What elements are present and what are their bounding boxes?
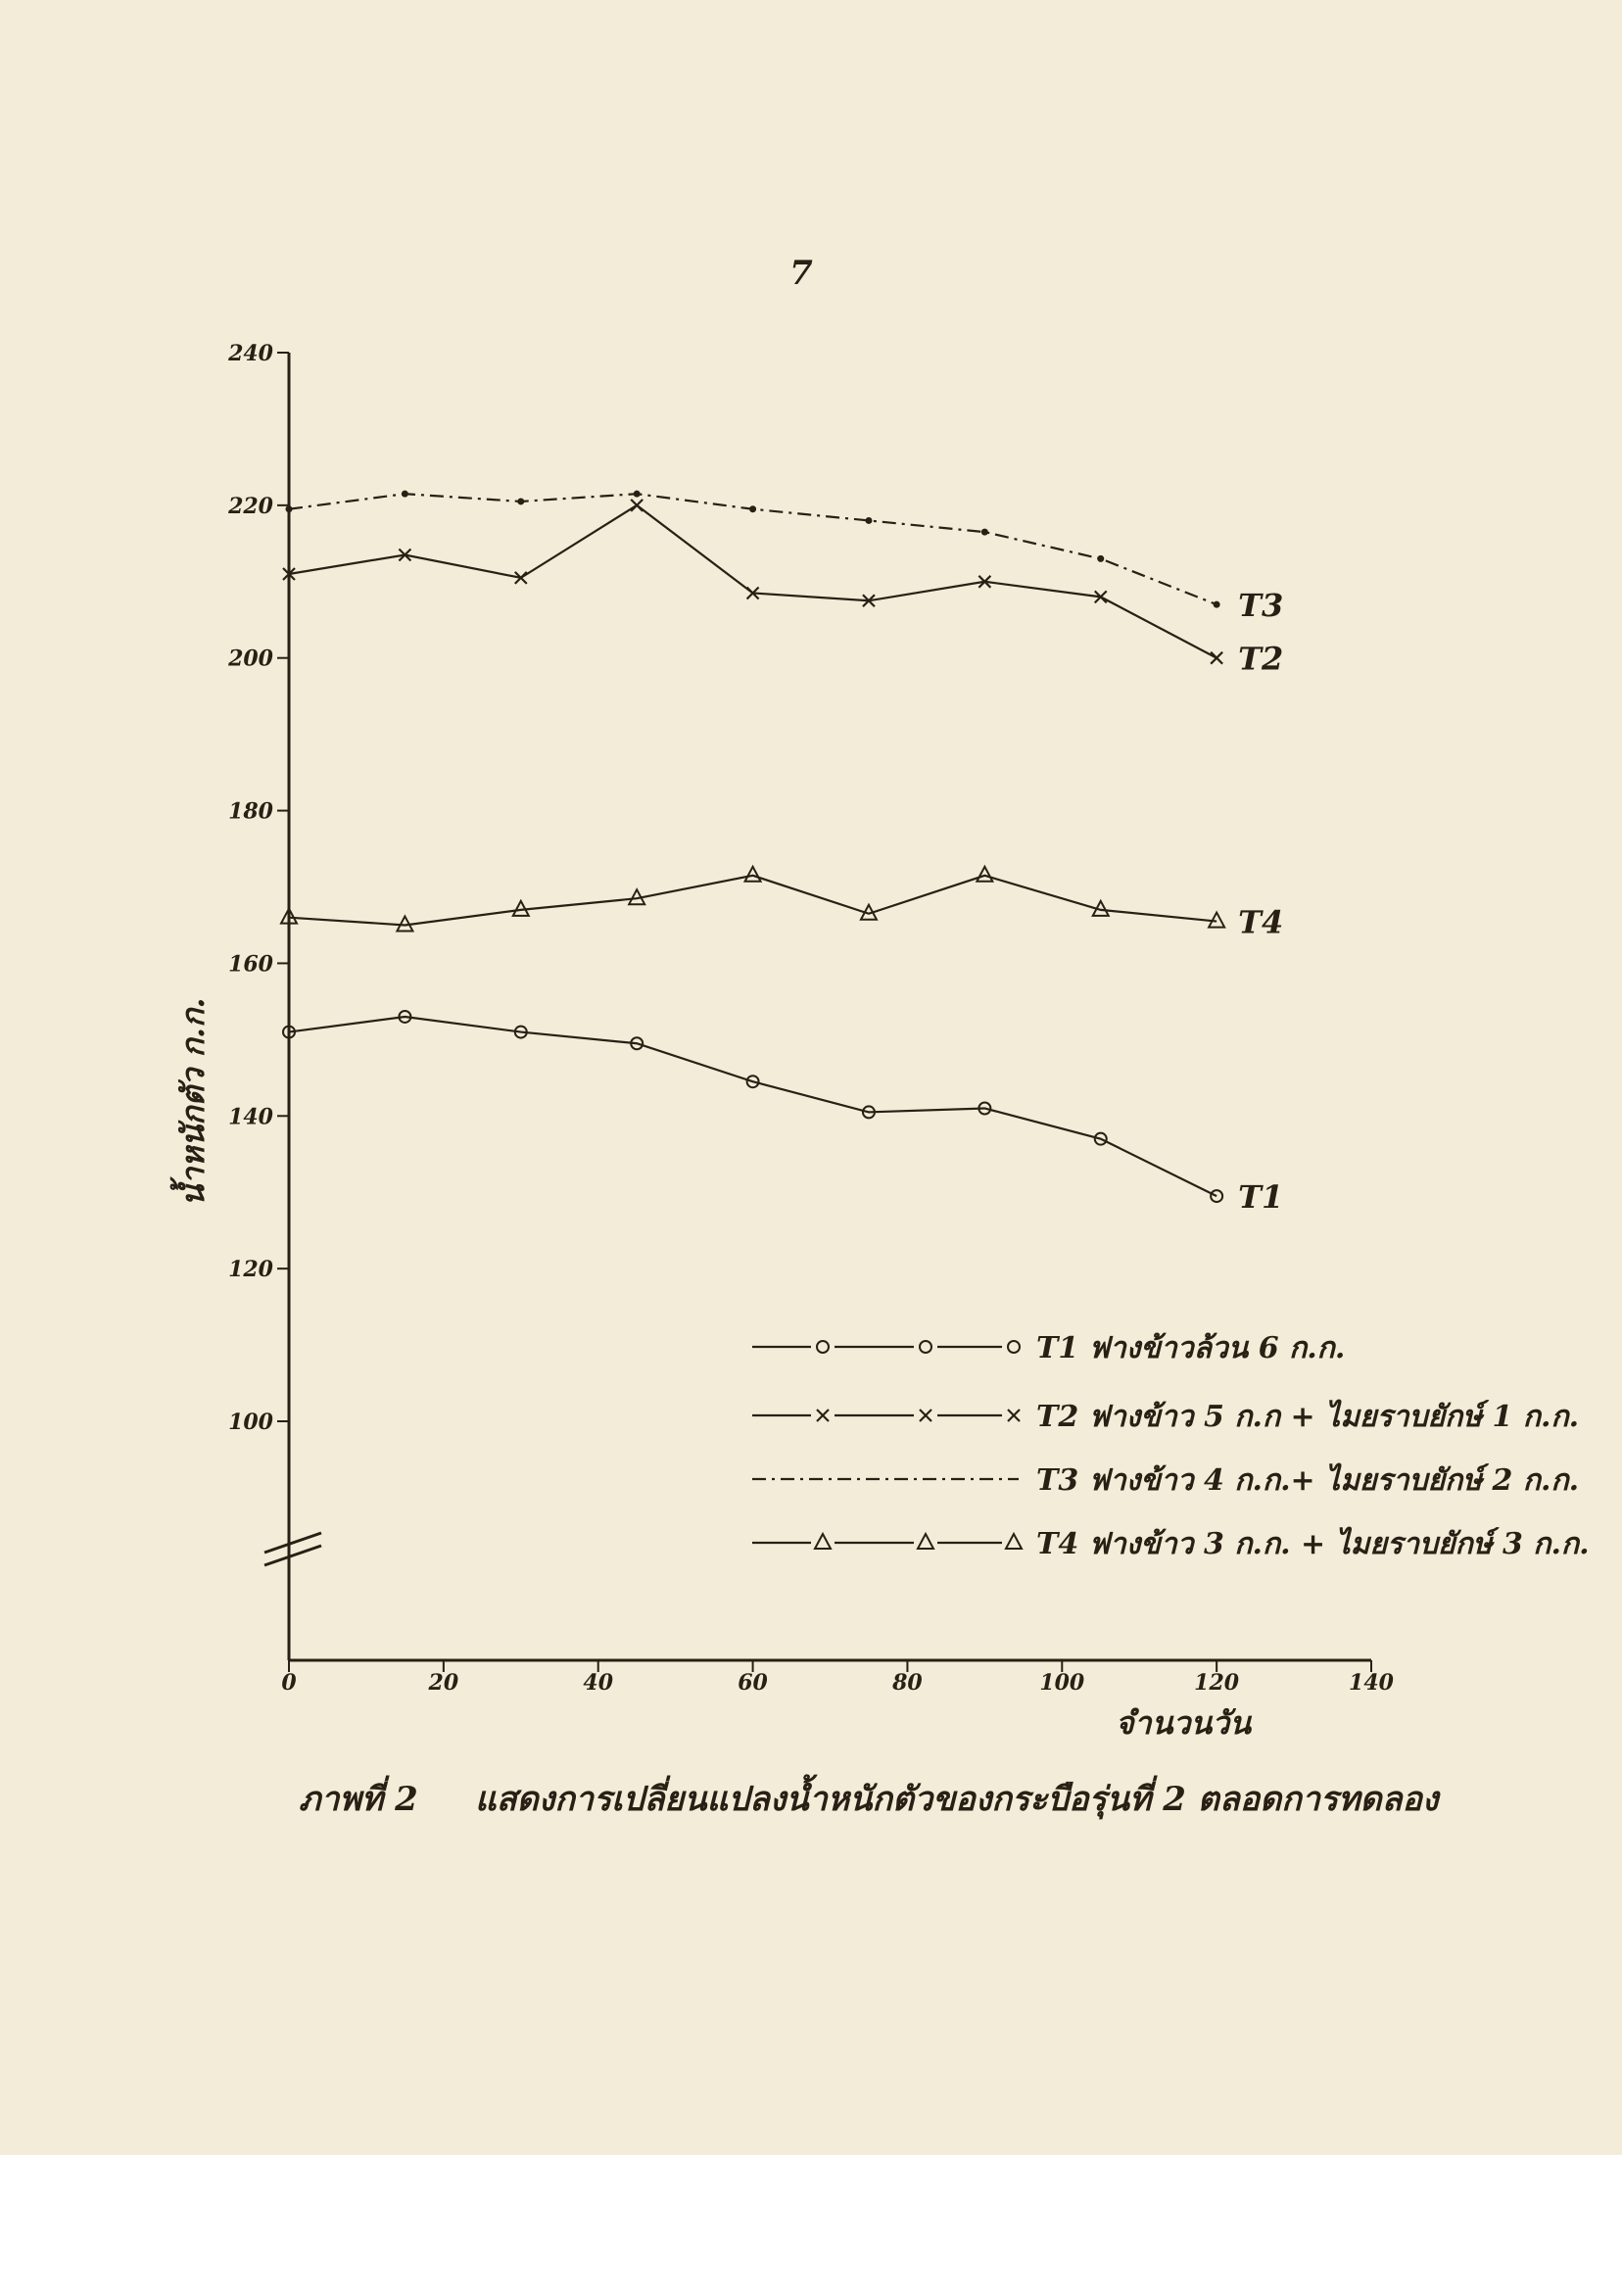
x-tick-label: 120 xyxy=(1194,1670,1240,1696)
y-tick-label: 120 xyxy=(228,1257,273,1283)
data-point-t3 xyxy=(865,517,872,524)
series-end-label-t1: T1 xyxy=(1238,1178,1284,1217)
x-tick-label: 140 xyxy=(1349,1670,1394,1696)
page-number: 7 xyxy=(789,254,813,293)
data-point-t3 xyxy=(402,491,408,498)
series-end-label-t4: T4 xyxy=(1238,903,1284,941)
y-tick-label: 200 xyxy=(228,646,273,672)
data-point-t3 xyxy=(634,491,641,498)
series-line-t4 xyxy=(289,876,1216,926)
caption-text: แสดงการเปลี่ยนแปลงน้ำหนักตัวของกระบือรุ่นที่ 2 ตลอดการทดลอง xyxy=(475,1780,1439,1819)
y-tick-label: 180 xyxy=(228,798,273,825)
data-point-t3 xyxy=(981,529,988,536)
y-tick-label: 240 xyxy=(228,341,273,366)
x-tick-label: 0 xyxy=(281,1670,297,1696)
data-point-t3 xyxy=(1214,601,1220,608)
data-point-t2 xyxy=(631,500,643,511)
data-point-t4 xyxy=(745,867,761,882)
y-tick-label: 100 xyxy=(228,1410,273,1435)
data-point-t3 xyxy=(286,505,293,512)
data-point-t2 xyxy=(1211,652,1222,664)
legend-label-t1: T1 ฟางข้าวล้วน 6 ก.ก. xyxy=(1036,1331,1346,1365)
x-tick-label: 80 xyxy=(892,1670,923,1696)
data-point-t4 xyxy=(977,867,992,882)
legend-marker-bg xyxy=(1002,1335,1026,1359)
legend-label-t3: T3 ฟางข้าว 4 ก.ก.+ ไมยราบยักษ์ 2 ก.ก. xyxy=(1036,1463,1580,1498)
series-line-t2 xyxy=(289,505,1216,658)
data-point-t3 xyxy=(517,498,524,504)
y-tick-label: 220 xyxy=(228,493,273,519)
y-tick-label: 160 xyxy=(228,951,273,978)
series-line-t1 xyxy=(289,1017,1216,1196)
x-axis-label: จำนวนวัน xyxy=(1115,1704,1252,1742)
series-end-label-t2: T2 xyxy=(1238,640,1284,678)
x-tick-label: 40 xyxy=(583,1670,614,1696)
legend-label-t2: T2 ฟางข้าว 5 ก.ก + ไมยราบยักษ์ 1 ก.ก. xyxy=(1036,1400,1580,1434)
y-tick-label: 140 xyxy=(228,1104,273,1130)
legend-marker-bg xyxy=(811,1335,835,1359)
caption-prefix: ภาพที่ 2 xyxy=(299,1780,418,1819)
series-end-label-t3: T3 xyxy=(1238,587,1284,625)
data-point-t3 xyxy=(1097,555,1104,562)
y-axis-label: น้ำหนักตัว ก.ก. xyxy=(174,997,212,1207)
x-tick-label: 100 xyxy=(1039,1670,1085,1696)
chart-legend xyxy=(752,1331,1590,1561)
legend-marker-bg xyxy=(914,1335,937,1359)
x-tick-label: 20 xyxy=(428,1670,459,1696)
legend-label-t4: T4 ฟางข้าว 3 ก.ก. + ไมยราบยักษ์ 3 ก.ก. xyxy=(1036,1527,1590,1561)
data-point-t3 xyxy=(749,505,756,512)
x-tick-label: 60 xyxy=(738,1670,768,1696)
